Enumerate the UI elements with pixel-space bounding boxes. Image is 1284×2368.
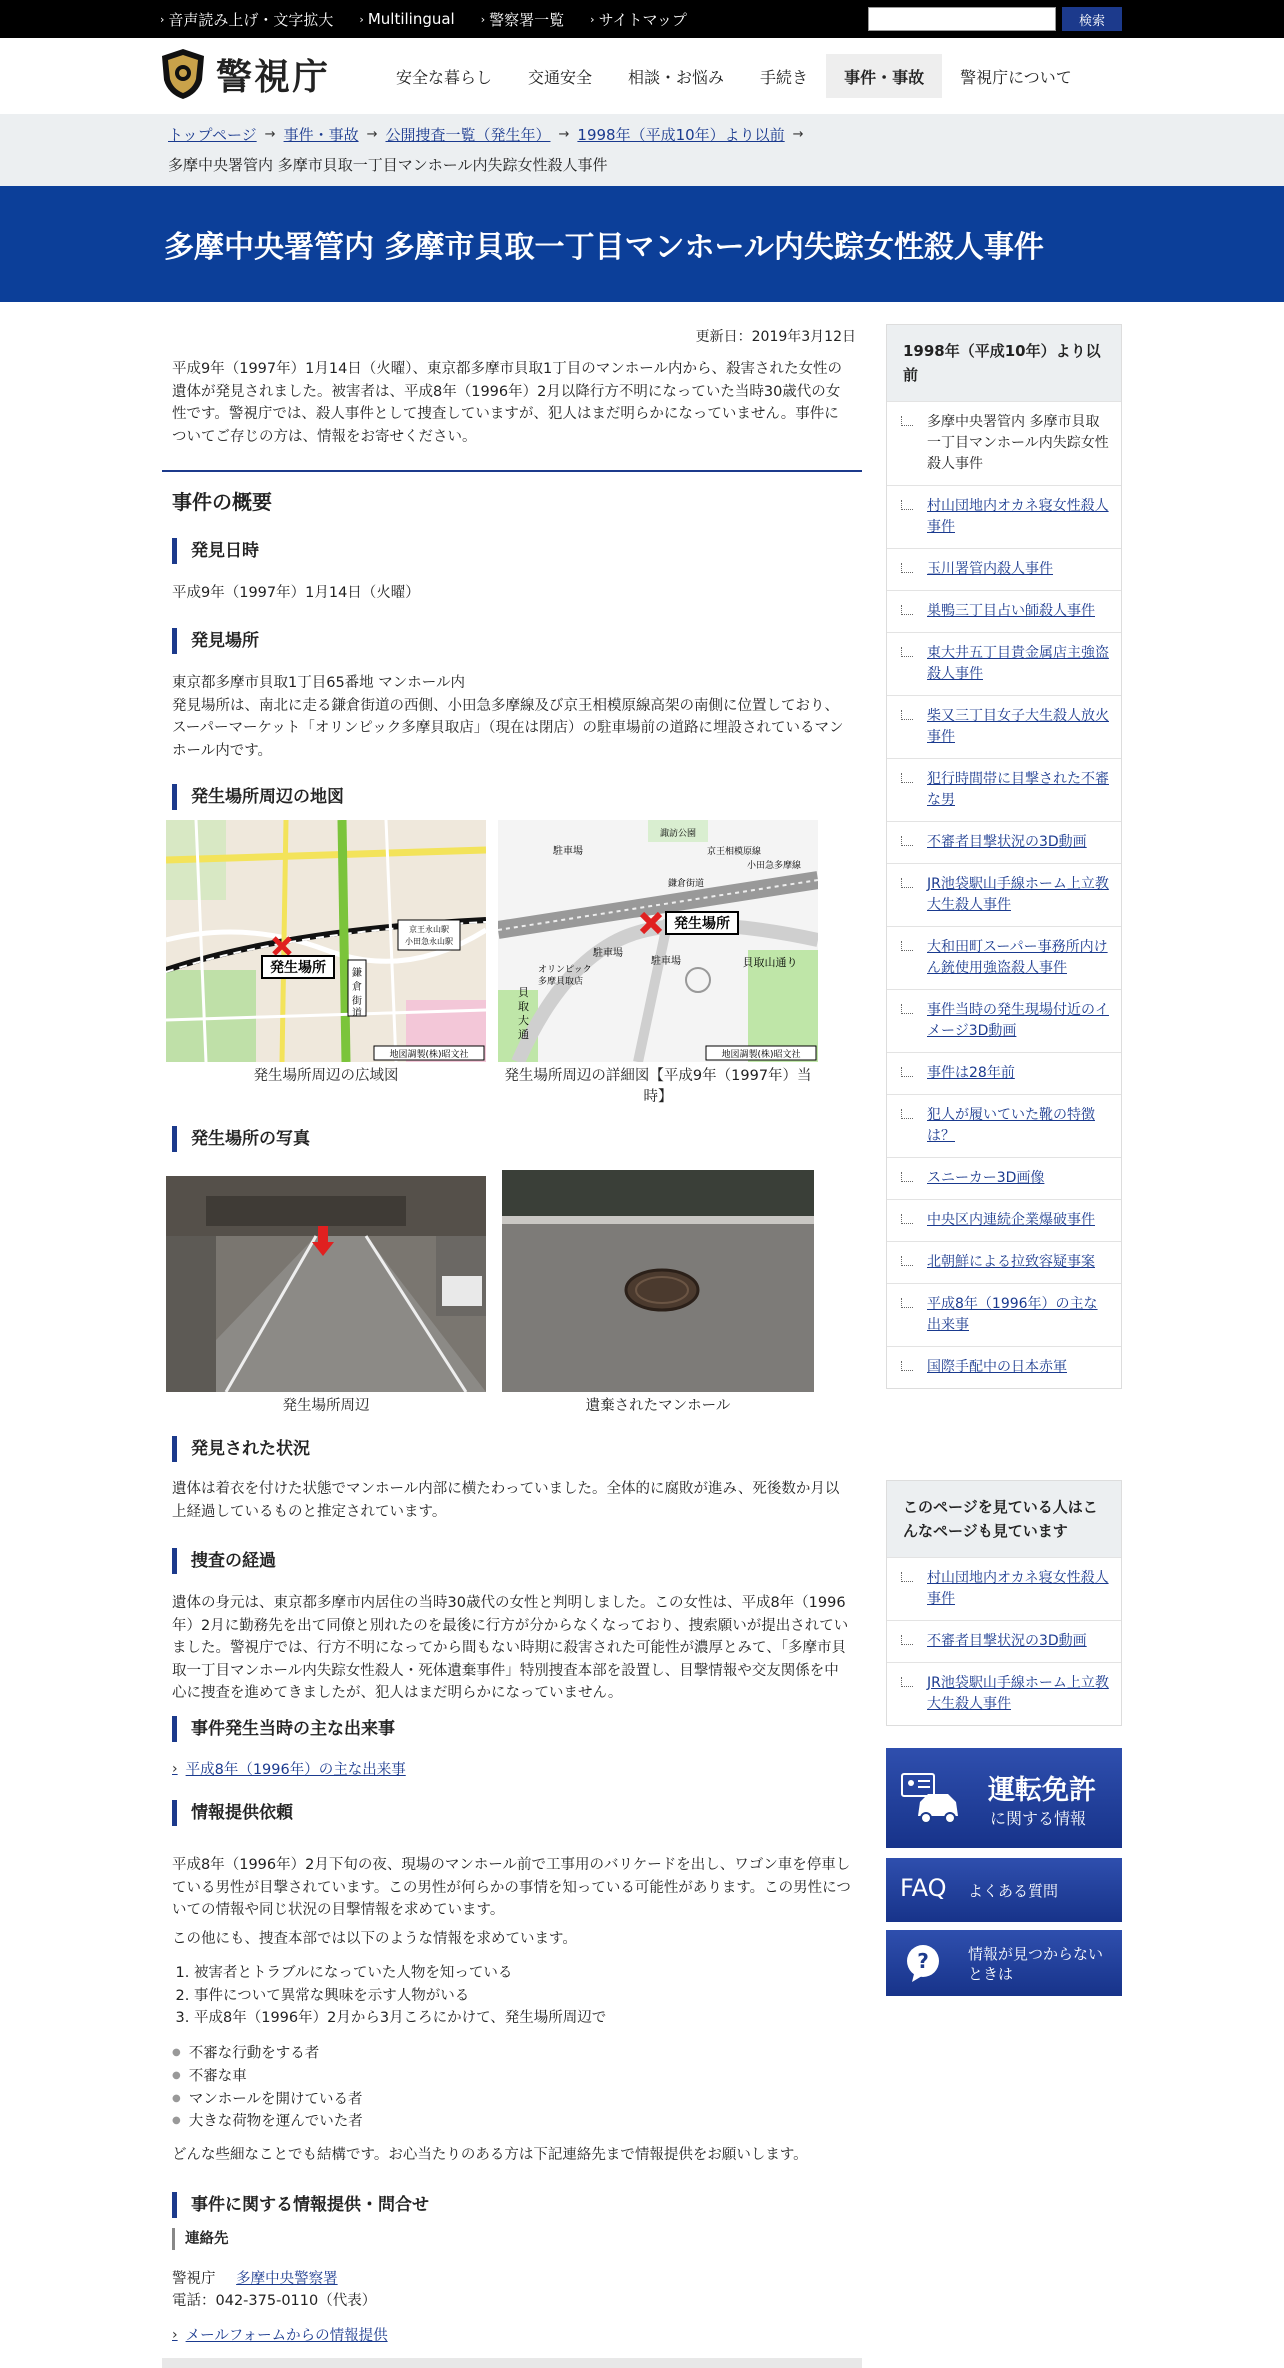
- sidebar-item[interactable]: 玉川署管内殺人事件: [887, 548, 1121, 590]
- footer-edge: [162, 2358, 862, 2368]
- police-emblem-icon: [160, 48, 206, 100]
- svg-text:駐車場: 駐車場: [651, 956, 681, 967]
- map2-park-label: 諏訪公園: [659, 829, 697, 839]
- tree-corner-icon: [901, 878, 913, 888]
- arrow-right-icon: →: [558, 127, 570, 142]
- util-link-stations[interactable]: › 警察署一覧: [480, 10, 565, 29]
- util-link-multilingual[interactable]: › Multilingual: [359, 10, 455, 28]
- arrow-right-icon: →: [366, 127, 378, 142]
- sidebar-item[interactable]: 中央区内連続企業爆破事件: [887, 1199, 1121, 1241]
- logo-text: 警視庁: [216, 55, 331, 98]
- tree-corner-icon: [901, 647, 913, 657]
- list-item: 3. 平成8年（1996年）2月から3月ころにかけて、発生場所周辺で: [194, 2007, 606, 2030]
- list-item: ● 不審な行動をする者: [172, 2045, 320, 2062]
- list-item: 1. 被害者とトラブルになっていた人物を知っている: [194, 1962, 606, 1985]
- nav-incidents[interactable]: 事件・事故: [826, 54, 942, 98]
- tree-corner-icon: [901, 1677, 913, 1687]
- breadcrumb-top[interactable]: トップページ: [168, 126, 257, 144]
- date-heading: 発見日時: [172, 538, 259, 564]
- svg-text:取: 取: [518, 1000, 529, 1013]
- contact-org-line: [172, 2268, 852, 2291]
- sidebar-item[interactable]: 柴又三丁目女子大生殺人放火事件: [887, 695, 1121, 758]
- tree-corner-icon: [901, 1109, 913, 1119]
- sidebar-item[interactable]: 村山団地内オカネ寝女性殺人事件: [887, 1557, 1121, 1620]
- lead-text: 平成9年（1997年）1月14日（火曜）、東京都多摩市貝取1丁目のマンホール内から、殺害された女性の遺体が発見されました。被害者は、平成8年（1996年）2月以降行方不明になっていた当時30歳代の女性です。警視庁では、殺人事件として捜査していますが、犯人はまだ明らかになっていません。事件についてご存じの方は、情報をお寄せください。: [172, 361, 842, 445]
- sidebar-item[interactable]: JR池袋駅山手線ホーム上立教大生殺人事件: [887, 1662, 1121, 1725]
- breadcrumb-public-search[interactable]: 公開捜査一覧（発生年）: [385, 126, 551, 144]
- chevron-right-icon: ›: [480, 12, 486, 26]
- tree-corner-icon: [901, 563, 913, 573]
- detail-map: [498, 820, 818, 1062]
- sidebar-item[interactable]: 不審者目撃状況の3D動画: [887, 1620, 1121, 1662]
- sidebar-item[interactable]: 国際手配中の日本赤軍: [887, 1346, 1121, 1388]
- tree-corner-icon: [901, 1067, 913, 1077]
- tree-corner-icon: [901, 1214, 913, 1224]
- date-text: 平成9年（1997年）1月14日（火曜）: [172, 585, 420, 601]
- map2-parking-label: 駐車場: [553, 846, 583, 857]
- utility-bar: [0, 0, 1284, 38]
- request-text: 平成8年（1996年）2月下旬の夜、現場のマンホール前で工事用のバリケードを出し、ワゴン車を停車している男性が目撃されています。この男性が何らかの事情を知っている可能性があります。この男性についての情報や同じ状況の目撃情報を求めています。: [172, 1857, 851, 1918]
- svg-text:大: 大: [518, 1014, 529, 1027]
- chevron-right-icon: ›: [160, 12, 165, 26]
- contact-station-link[interactable]: 多摩中央警察署: [236, 2271, 338, 2287]
- nav-procedures[interactable]: 手続き: [760, 67, 809, 87]
- sidebar-item[interactable]: 東大井五丁目貴金属店主強盗殺人事件: [887, 632, 1121, 695]
- bullet-icon: ●: [172, 2092, 181, 2104]
- bullet-icon: ●: [172, 2069, 181, 2081]
- place-text: 東京都多摩市貝取1丁目65番地 マンホール内 発見場所は、南北に走る鎌倉街道の西側、小田急多摩線及び京王相模原線高架の南側に位置しており、スーパーマーケット「オリンピック多摩貝取店」（現在は閉店）の駐車場前の道路に埋設されているマンホール内です。: [172, 675, 844, 759]
- chevron-right-icon: ›: [172, 1760, 178, 1777]
- list-item: ● マンホールを開けている者: [172, 2090, 363, 2107]
- request-numbered-list: [182, 1962, 606, 2030]
- breadcrumb-incidents[interactable]: 事件・事故: [283, 126, 359, 144]
- list-item: ● 大きな荷物を運んでいた者: [172, 2113, 363, 2130]
- contact-tel: 電話：042-375-0110（代表）: [172, 2293, 377, 2309]
- list-item: ● 不審な車: [172, 2068, 247, 2084]
- license-banner-title: 運転免許: [988, 1775, 1096, 1806]
- sidebar-item-current: 多摩中央署管内 多摩市貝取一丁目マンホール内失踪女性殺人事件: [887, 401, 1121, 485]
- map2-keio-label: 京王相模原線: [706, 847, 762, 857]
- tree-corner-icon: [901, 773, 913, 783]
- map1-copyright: 地図調製(株)昭文社: [389, 1050, 469, 1060]
- map2-caption: 発生場所周辺の詳細図【平成9年（1997年）当時】: [504, 1068, 812, 1105]
- status-heading: 発見された状況: [172, 1436, 310, 1462]
- overview-heading: 事件の概要: [172, 490, 272, 514]
- manhole-photo: [502, 1170, 814, 1392]
- sidebar-item[interactable]: 大和田町スーパー事務所内けん銃使用強盗殺人事件: [887, 926, 1121, 989]
- sidebar-also-viewed: [886, 1480, 1122, 1726]
- faq-banner-title: FAQ: [900, 1874, 947, 1902]
- place-heading: 発見場所: [172, 628, 259, 654]
- bullet-icon: ●: [172, 2115, 181, 2127]
- updated-date: 更新日：2019年3月12日: [695, 329, 856, 345]
- svg-text:貝: 貝: [518, 986, 529, 999]
- svg-text:街: 街: [352, 996, 362, 1007]
- help-banner-line2: ときは: [968, 1965, 1014, 1983]
- tree-corner-icon: [901, 1572, 913, 1582]
- contact-subheading: 連絡先: [172, 2228, 229, 2250]
- sidebar-item[interactable]: 村山団地内オカネ寝女性殺人事件: [887, 485, 1121, 548]
- sidebar-item[interactable]: 平成8年（1996年）の主な出来事: [887, 1283, 1121, 1346]
- map2-odakyu-label: 小田急多摩線: [746, 861, 802, 871]
- map2-copyright: 地図調製(株)昭文社: [721, 1050, 801, 1060]
- utility-links: [160, 0, 687, 38]
- svg-text:倉: 倉: [352, 982, 362, 993]
- util-link-voice[interactable]: › 音声読み上げ・文字拡大: [160, 10, 334, 29]
- sidebar-item[interactable]: 事件当時の発生現場付近のイメージ3D動画: [887, 989, 1121, 1052]
- breadcrumb: [0, 114, 1284, 186]
- divider: [162, 470, 862, 472]
- request-closing: どんな些細なことでも結構です。お心当たりのある方は下記連絡先まで情報提供をお願いします。: [172, 2147, 808, 2163]
- tree-corner-icon: [901, 1635, 913, 1645]
- global-nav: [378, 54, 1090, 98]
- contact-heading: 事件に関する情報提供・問合せ: [172, 2192, 429, 2218]
- chevron-right-icon: ›: [359, 12, 364, 26]
- arrow-right-icon: →: [264, 127, 276, 142]
- sidebar-item[interactable]: 北朝鮮による拉致容疑事案: [887, 1241, 1121, 1283]
- svg-text:?: ?: [917, 1949, 929, 1973]
- sidebar-item[interactable]: 不審者目撃状況の3D動画: [887, 821, 1121, 863]
- svg-text:鎌倉街道: 鎌倉街道: [667, 879, 705, 889]
- svg-text:オリンピック: オリンピック: [538, 965, 592, 975]
- car-license-icon: [900, 1772, 962, 1826]
- license-banner[interactable]: [886, 1748, 1122, 1848]
- map1-caption: 発生場所周辺の広域図: [253, 1068, 399, 1084]
- svg-text:小田急永山駅: 小田急永山駅: [405, 937, 453, 946]
- sidebar-item[interactable]: JR池袋駅山手線ホーム上立教大生殺人事件: [887, 863, 1121, 926]
- question-icon: [902, 1942, 944, 1984]
- map-heading: 発生場所周辺の地図: [172, 784, 344, 810]
- photo2-caption: 遺棄されたマンホール: [585, 1398, 731, 1414]
- title-banner: [0, 186, 1284, 302]
- breadcrumb-current: 多摩中央署管内 多摩市貝取一丁目マンホール内失踪女性殺人事件: [168, 156, 608, 174]
- sidebar-heading: 1998年（平成10年）より以前: [887, 325, 1121, 401]
- license-banner-sub: に関する情報: [990, 1809, 1087, 1828]
- tree-corner-icon: [901, 1361, 913, 1371]
- nav-about[interactable]: 警視庁について: [960, 67, 1072, 87]
- site-logo[interactable]: [160, 48, 330, 100]
- photo1-caption: 発生場所周辺: [282, 1398, 370, 1414]
- chevron-right-icon: ›: [590, 12, 595, 26]
- svg-text:鎌: 鎌: [352, 968, 362, 979]
- tree-corner-icon: [901, 710, 913, 720]
- faq-banner-sub: よくある質問: [968, 1882, 1059, 1900]
- chevron-right-icon: ›: [172, 2326, 178, 2343]
- sidebar-item[interactable]: 事件は28年前: [887, 1052, 1121, 1094]
- map1-site-label: 発生場所: [270, 960, 326, 976]
- tree-corner-icon: [901, 1256, 913, 1266]
- svg-text:道: 道: [352, 1008, 362, 1019]
- tree-corner-icon: [901, 836, 913, 846]
- events-heading: 事件発生当時の主な出来事: [172, 1716, 395, 1742]
- page-title: 多摩中央署管内 多摩市貝取一丁目マンホール内失踪女性殺人事件: [164, 230, 1044, 265]
- wide-area-map: [166, 820, 486, 1062]
- breadcrumb-before-1998[interactable]: 1998年（平成10年）より以前: [577, 126, 785, 144]
- help-banner[interactable]: [886, 1930, 1122, 1996]
- list-item: 2. 事件について異常な興味を示す人物がいる: [194, 1985, 606, 2008]
- nav-consultation[interactable]: 相談・お悩み: [628, 67, 725, 87]
- tree-corner-icon: [901, 1172, 913, 1182]
- sidebar-item[interactable]: 巣鴨三丁目占い師殺人事件: [887, 590, 1121, 632]
- search-input[interactable]: [868, 7, 1056, 31]
- request-bullet-list: [172, 2042, 363, 2133]
- sidebar-related-cases: [886, 324, 1122, 1389]
- sidebar-item[interactable]: 犯行時間帯に目撃された不審な男: [887, 758, 1121, 821]
- sidebar-item[interactable]: 犯人が履いていた靴の特徴は？: [887, 1094, 1121, 1157]
- bullet-icon: ●: [172, 2047, 181, 2058]
- photo-heading: 発生場所の写真: [172, 1126, 310, 1152]
- svg-text:多摩貝取店: 多摩貝取店: [538, 977, 584, 987]
- map2-site-label: 発生場所: [674, 916, 730, 932]
- mail-form-link[interactable]: › メールフォームからの情報提供: [172, 2326, 388, 2344]
- tree-corner-icon: [901, 1004, 913, 1014]
- site-photo: [166, 1176, 486, 1392]
- tree-corner-icon: [901, 1298, 913, 1308]
- search-button[interactable]: 検索: [1062, 7, 1122, 31]
- tree-corner-icon: [901, 500, 913, 510]
- tree-corner-icon: [901, 605, 913, 615]
- arrow-right-icon: →: [792, 127, 804, 142]
- sidebar-heading: このページを見ている人はこんなページも見ています: [887, 1481, 1121, 1557]
- progress-heading: 捜査の経過: [172, 1548, 276, 1574]
- status-text: 遺体は着衣を付けた状態でマンホール内部に横たわっていました。全体的に腐敗が進み、死後数か月以上経過しているものと推定されています。: [172, 1481, 840, 1520]
- svg-text:通: 通: [518, 1028, 529, 1041]
- sidebar-item[interactable]: スニーカー3D画像: [887, 1157, 1121, 1199]
- nav-safe-life[interactable]: 安全な暮らし: [396, 67, 493, 87]
- svg-text:京王永山駅: 京王永山駅: [409, 925, 449, 934]
- svg-text:駐車場: 駐車場: [593, 948, 623, 959]
- nav-traffic-safety[interactable]: 交通安全: [528, 67, 593, 87]
- events-link[interactable]: › 平成8年（1996年）の主な出来事: [172, 1760, 406, 1778]
- request-text2: この他にも、捜査本部では以下のような情報を求めています。: [172, 1931, 577, 1947]
- help-banner-line1: 情報が見つからない: [968, 1945, 1104, 1963]
- tree-corner-icon: [901, 941, 913, 951]
- contact-org: 警視庁: [172, 2271, 216, 2287]
- util-link-sitemap[interactable]: › サイトマップ: [590, 10, 687, 29]
- progress-text: 遺体の身元は、東京都多摩市内居住の当時30歳代の女性と判明しました。この女性は、平成8年（1996年）2月に勤務先を出て同僚と別れたのを最後に行方が分からなくなっており、捜索願いが提出されていました。警視庁では、行方不明になってから間もない時期に殺害された可能性が濃厚とみて、「多摩市貝取一丁目マンホール内失踪女性殺人・死体遺棄事件」特別捜査本部を設置し、目撃情報や交友関係を中心に捜査を進めてきましたが、犯人はまだ明らかになっていません。: [172, 1595, 849, 1701]
- tree-corner-icon: [901, 416, 913, 426]
- request-heading: 情報提供依頼: [172, 1800, 293, 1826]
- map2-street-label: 貝取山通り: [742, 956, 798, 969]
- site-header: [0, 38, 1284, 114]
- faq-banner[interactable]: [886, 1858, 1122, 1922]
